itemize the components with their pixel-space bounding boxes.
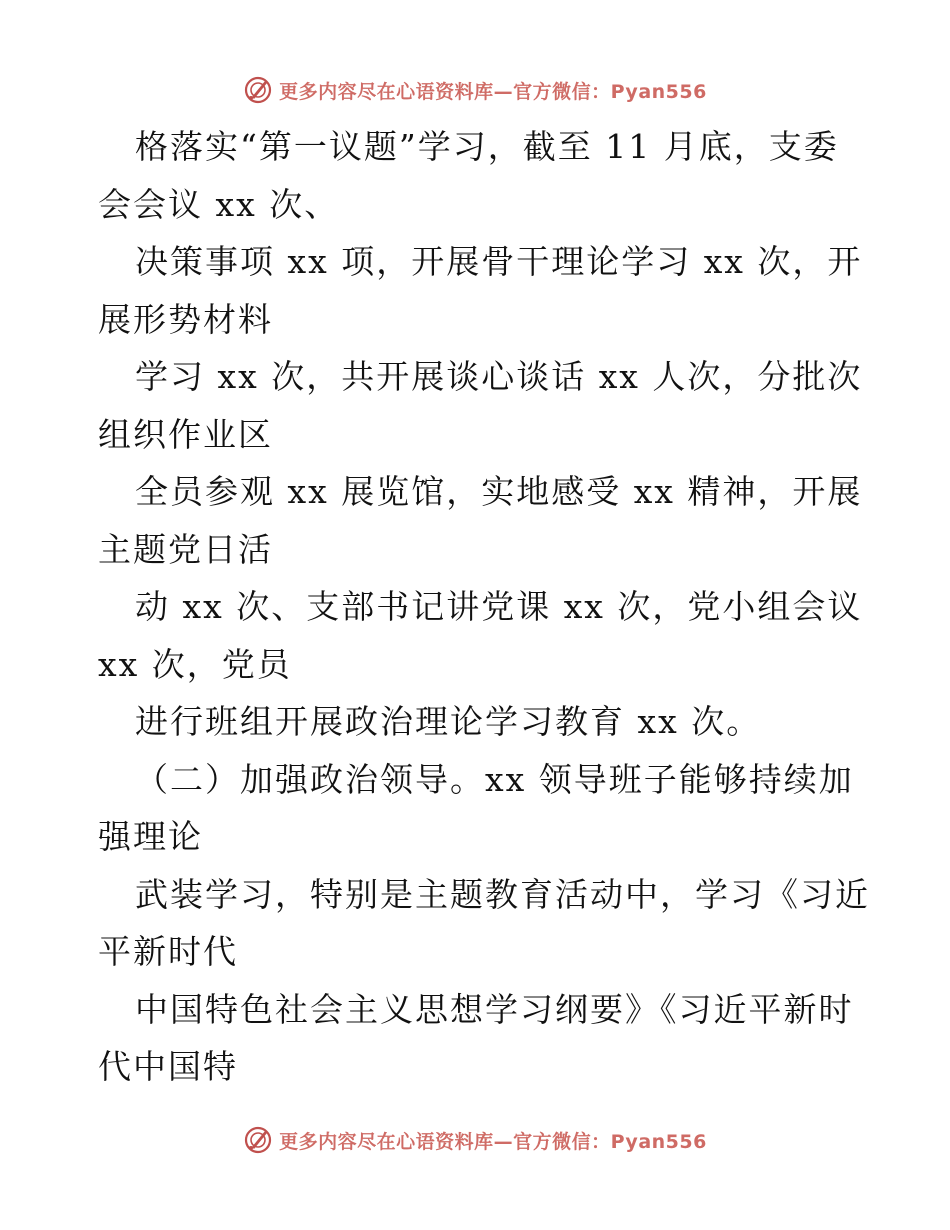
body-line: 学习 xx 次，共开展谈心谈话 xx 人次，分批次 — [135, 357, 863, 396]
footer-watermark-text: 更多内容尽在心语资料库—官方微信：Pyan556 — [279, 1130, 707, 1153]
body-line: 全员参观 xx 展览馆，实地感受 xx 精神，开展 — [135, 472, 863, 511]
footer-watermark-banner — [0, 1120, 950, 1160]
section-heading-line: （二）加强政治领导。xx 领导班子能够持续加 — [135, 759, 854, 799]
body-line: 主题党日活 — [98, 529, 273, 569]
body-line: 中国特色社会主义思想学习纲要》《习近平新时 — [135, 989, 854, 1029]
body-line: 格落实“第一议题”学习，截至 11 月底，支委 — [135, 127, 839, 166]
quill-logo-icon — [243, 75, 273, 105]
body-line: 平新时代 — [98, 932, 238, 971]
body-line: 动 xx 次、支部书记讲党课 xx 次，党小组会议 — [135, 587, 863, 626]
body-line: 代中国特 — [98, 1047, 238, 1086]
body-line: 会会议 xx 次、 — [98, 184, 340, 224]
body-line: 展形势材料 — [98, 299, 273, 339]
body-line: xx 次，党员 — [98, 644, 292, 684]
header-watermark-banner — [0, 70, 950, 110]
header-watermark-text: 更多内容尽在心语资料库—官方微信：Pyan556 — [279, 80, 707, 103]
body-line: 决策事项 xx 项，开展骨干理论学习 xx 次，开 — [135, 242, 863, 281]
document-body — [98, 118, 870, 1096]
body-line: 强理论 — [98, 817, 203, 856]
body-line: 组织作业区 — [98, 414, 273, 454]
body-line: 进行班组开展政治理论学习教育 xx 次。 — [135, 702, 762, 741]
body-line: 武装学习，特别是主题教育活动中，学习《习近 — [135, 874, 870, 914]
quill-logo-icon — [243, 1125, 273, 1155]
